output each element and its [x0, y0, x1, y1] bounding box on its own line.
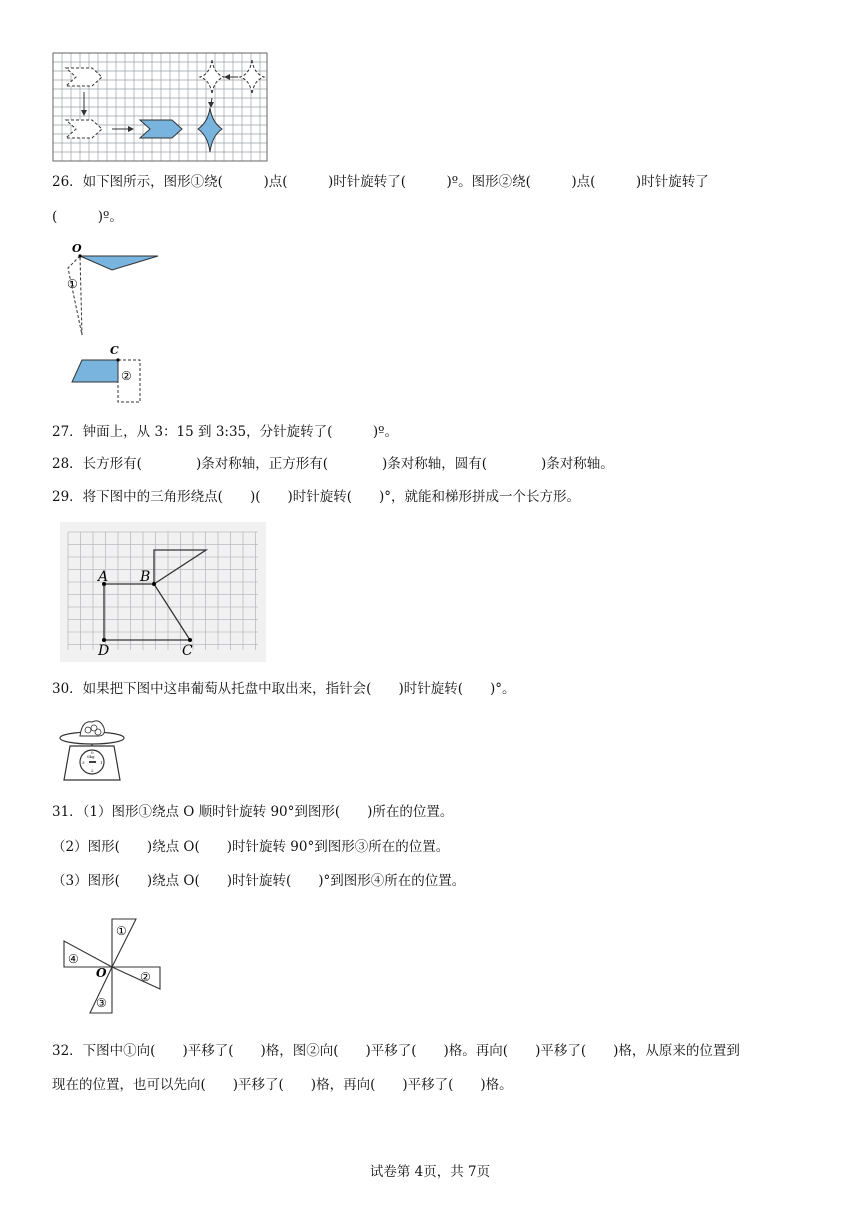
question-26-figure [58, 240, 168, 405]
question-27: 27．钟面上，从 3：15 到 3:35，分针旋转了( )º。 [52, 424, 399, 440]
question-29-grid-figure [60, 522, 266, 662]
triangle-shape [80, 256, 158, 270]
label-o: O [72, 242, 82, 255]
label-4: ④ [68, 952, 79, 966]
question-31-pinwheel-figure [60, 915, 170, 1015]
label-o: O [96, 966, 107, 980]
scale-unit-label: 0kg [87, 754, 95, 759]
label-d: D [98, 643, 110, 659]
question-31-part-2: （2）图形( )绕点 O( )时针旋转 90°到图形③所在的位置。 [52, 839, 450, 855]
label-b: B [140, 569, 151, 585]
question-32-line-2: 现在的位置，也可以先向( )平移了( )格，再向( )平移了( )格。 [52, 1077, 513, 1093]
label-2: ② [140, 970, 151, 984]
label-1: ① [116, 924, 127, 938]
label-shape-2: ② [121, 369, 132, 383]
parallelogram-shape [72, 360, 118, 382]
filled-arrow-shape [140, 120, 182, 138]
label-3: ③ [96, 996, 107, 1010]
label-shape-1: ① [67, 277, 78, 291]
tick-bottom: 2 [91, 768, 94, 773]
question-26-line-1: 26．如下图所示，图形①绕( )点( )时针旋转了( )º。图形②绕( )点( )时针旋转了 [52, 174, 709, 190]
page-footer: 试卷第 4页，共 7页 [369, 1164, 491, 1180]
label-c: C [110, 344, 119, 357]
tick-top: 0 [91, 750, 94, 755]
triangle-2 [112, 967, 160, 989]
label-a: A [98, 569, 109, 585]
question-31-part-3: （3）图形( )绕点 O( )时针旋转( )°到图形④所在的位置。 [52, 873, 466, 889]
question-30-scale-figure [56, 714, 126, 782]
question-26-line-2: ( )º。 [52, 209, 123, 225]
question-29: 29．将下图中的三角形绕点( )( )时针旋转( )°，就能和梯形拼成一个长方形。 [52, 489, 581, 505]
question-31-part-1: 31．（1）图形①绕点 O 顺时针旋转 90°到图形( )所在的位置。 [52, 804, 454, 820]
question-32-line-1: 32．下图中①向( )平移了( )格，图②向( )平移了( )格。再向( )平移了( )格，从原来的位置到 [52, 1043, 740, 1059]
tick-right: 1 [100, 760, 103, 765]
question-30: 30．如果把下图中这串葡萄从托盘中取出来，指针会( )时针旋转( )°。 [52, 681, 516, 697]
tick-left: 3 [82, 760, 85, 765]
top-transform-grid-figure [52, 52, 268, 162]
label-c: C [182, 643, 193, 659]
question-28: 28．长方形有( )条对称轴，正方形有( )条对称轴，圆有( )条对称轴。 [52, 456, 614, 472]
